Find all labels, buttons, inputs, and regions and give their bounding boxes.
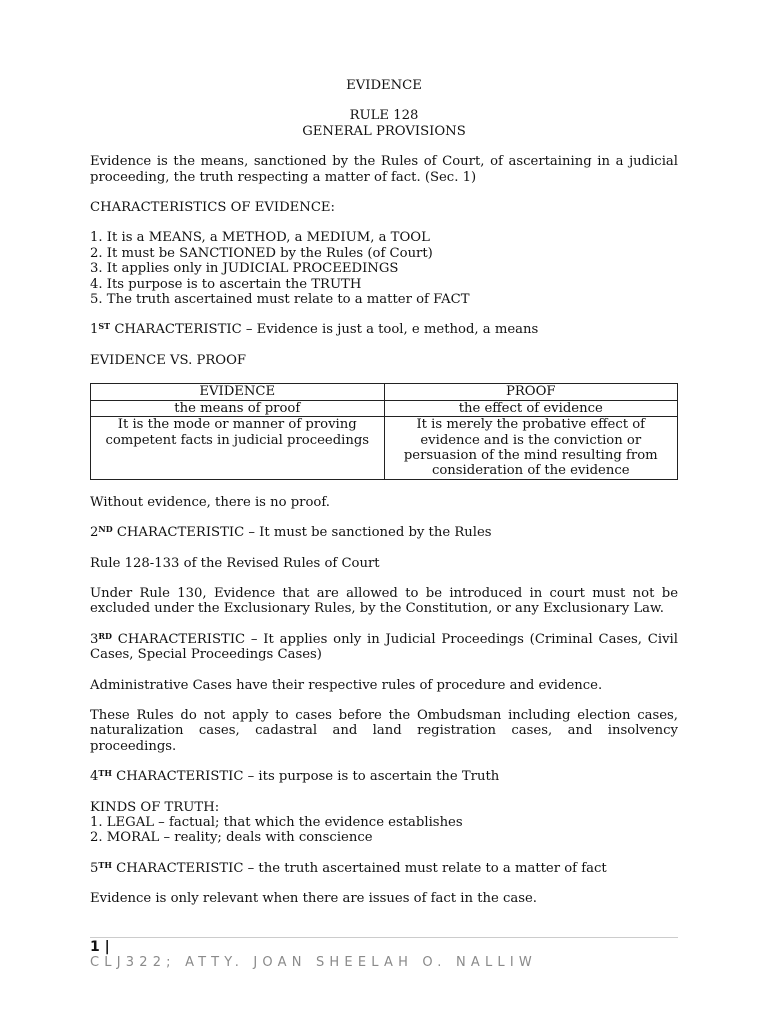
characteristic-item: 5. The truth ascertained must relate to a matter of FACT bbox=[90, 292, 470, 308]
table-cell: It is merely the probative effect of evidence and is the conviction or persuasion of the mind resulting from consideration of the evidence bbox=[384, 417, 678, 480]
table-header-cell: PROOF bbox=[384, 384, 678, 400]
characteristic-item: 4. Its purpose is to ascertain the TRUTH bbox=[90, 276, 362, 292]
kind-item: 1. LEGAL – factual; that which the evidence establishes bbox=[90, 815, 463, 830]
characteristic-item: 2. It must be SANCTIONED by the Rules (of Court) bbox=[90, 245, 433, 261]
administrative-cases-note: Administrative Cases have their respective rules of procedure and evidence. bbox=[90, 677, 603, 693]
characteristic-item: 1. It is a MEANS, a METHOD, a MEDIUM, a TOOL bbox=[90, 230, 430, 246]
characteristics-heading: CHARACTERISTICS OF EVIDENCE: bbox=[90, 200, 335, 216]
characteristic-item: 3. It applies only in JUDICIAL PROCEEDINGS bbox=[90, 261, 399, 277]
evidence-definition: Evidence is the means, sanctioned by the Rules of Court, of ascertaining in a judicial proceeding, the truth respecting a matter of fact. (Sec. 1) bbox=[90, 154, 678, 185]
fourth-characteristic: 4TH CHARACTERISTIC – its purpose is to ascertain the Truth bbox=[90, 768, 500, 785]
table-row bbox=[91, 400, 678, 416]
rule-number: RULE 128 bbox=[349, 108, 419, 124]
second-characteristic: 2ND CHARACTERISTIC – It must be sanctioned by the Rules bbox=[90, 524, 492, 541]
third-characteristic: 3RD CHARACTERISTIC – It applies only in Judicial Proceedings (Criminal Cases, Civil Cases, Special Proceedings Cases) bbox=[90, 630, 678, 663]
rule-subtitle: GENERAL PROVISIONS bbox=[302, 123, 466, 139]
rule-range: Rule 128-133 of the Revised Rules of Court bbox=[90, 555, 380, 571]
table-row bbox=[91, 417, 678, 480]
document-page bbox=[90, 78, 678, 907]
table-header-row bbox=[91, 384, 678, 400]
page-number: 1 | bbox=[90, 939, 110, 955]
evidence-vs-proof-heading: EVIDENCE VS. PROOF bbox=[90, 352, 247, 368]
table-cell: the means of proof bbox=[91, 400, 385, 416]
table-cell: It is the mode or manner of proving competent facts in judicial proceedings bbox=[91, 417, 385, 480]
first-characteristic: 1ST CHARACTERISTIC – Evidence is just a tool, e method, a means bbox=[90, 321, 539, 338]
without-evidence-note: Without evidence, there is no proof. bbox=[90, 494, 330, 510]
relevance-note: Evidence is only relevant when there are issues of fact in the case. bbox=[90, 891, 537, 907]
footer-divider bbox=[90, 937, 678, 938]
document-title: EVIDENCE bbox=[346, 78, 422, 93]
footer-author: CLJ322; ATTY. JOAN SHEELAH O. NALLIW bbox=[90, 955, 537, 970]
rule-130-paragraph: Under Rule 130, Evidence that are allowed to be introduced in court must not be excluded under the Exclusionary Rules, by the Constitution, or any Exclusionary Law. bbox=[90, 585, 678, 617]
ombudsman-paragraph: These Rules do not apply to cases before the Ombudsman including election cases, naturalization cases, cadastral and land registration cases, and insolvency proceedings. bbox=[90, 707, 678, 754]
kind-item: 2. MORAL – reality; deals with conscience bbox=[90, 830, 373, 846]
fifth-characteristic: 5TH CHARACTERISTIC – the truth ascertained must relate to a matter of fact bbox=[90, 859, 607, 876]
table-cell: the effect of evidence bbox=[384, 400, 678, 416]
kinds-of-truth-heading: KINDS OF TRUTH: bbox=[90, 799, 220, 815]
table-header-cell: EVIDENCE bbox=[91, 384, 385, 400]
evidence-proof-table bbox=[90, 383, 678, 479]
